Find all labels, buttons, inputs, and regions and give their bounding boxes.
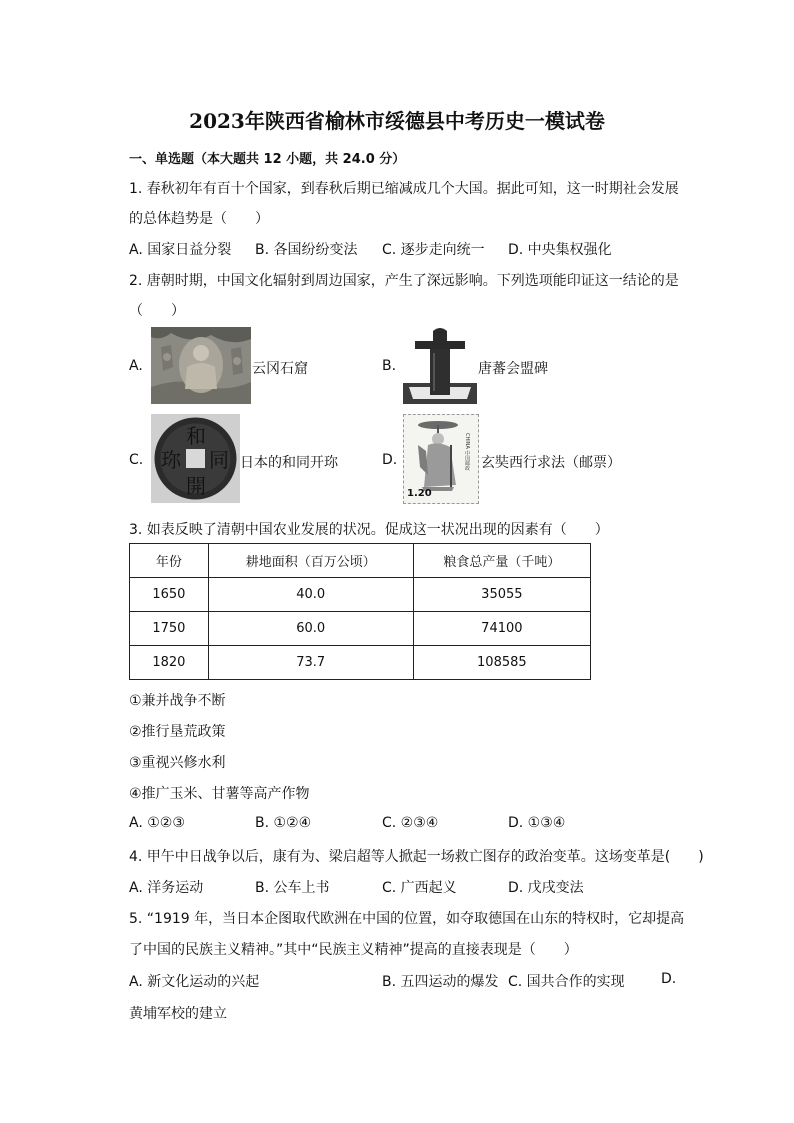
table-row xyxy=(130,612,591,646)
q5-option-a: A. 新文化运动的兴起 xyxy=(129,974,260,990)
xuanzang-stamp-image xyxy=(403,414,479,504)
table-row xyxy=(130,646,591,680)
q3-stem-line1: 3. 如表反映了清朝中国农业发展的状况。促成这一状况出现的因素有（ ） xyxy=(129,522,609,538)
q3-option-b: B. ①②④ xyxy=(255,815,312,831)
table-cell: 74100 xyxy=(413,612,590,646)
q2-stem-line1: 2. 唐朝时期，中国文化辐射到周边国家，产生了深远影响。下列选项能印证这一结论的是 xyxy=(129,273,679,289)
table-cell: 108585 xyxy=(413,646,590,680)
q5-option-d-text: 黄埔军校的建立 xyxy=(129,1006,227,1022)
table-row xyxy=(130,578,591,612)
table-cell: 1650 xyxy=(130,578,209,612)
stele-image xyxy=(403,327,477,404)
q1-stem-line1: 1. 春秋初年有百十个国家，到春秋后期已缩减成几个大国。据此可知，这一时期社会发展 xyxy=(129,181,679,197)
q3-item-1: ①兼并战争不断 xyxy=(129,693,226,709)
coin-char-right: 同 xyxy=(209,448,229,472)
q5-option-c: C. 国共合作的实现 xyxy=(508,974,625,990)
q1-option-d: D. 中央集权强化 xyxy=(508,242,612,258)
q2-option-d-letter: D. xyxy=(382,452,398,468)
agriculture-table xyxy=(129,543,591,680)
q2-option-d-caption: 玄奘西行求法（邮票） xyxy=(481,455,621,471)
q3-item-4: ④推广玉米、甘薯等高产作物 xyxy=(129,786,310,802)
table-cell: 60.0 xyxy=(208,612,413,646)
q5-stem-line2: 了中国的民族主义精神。”其中“民族主义精神”提高的直接表现是（ ） xyxy=(129,942,578,958)
q2-option-b-letter: B. xyxy=(382,358,397,374)
q3-item-2: ②推行垦荒政策 xyxy=(129,724,226,740)
table-cell: 73.7 xyxy=(208,646,413,680)
q4-option-a: A. 洋务运动 xyxy=(129,880,204,896)
q1-option-c: C. 逐步走向统一 xyxy=(382,242,485,258)
q4-stem-line1: 4. 甲午中日战争以后，康有为、梁启超等人掀起一场救亡图存的政治变革。这场变革是( ) xyxy=(129,849,704,865)
table-cell: 1750 xyxy=(130,612,209,646)
coin-char-bottom: 開 xyxy=(186,474,206,498)
q2-option-a-letter: A. xyxy=(129,358,143,374)
q2-option-c-caption: 日本的和同开珎 xyxy=(240,455,338,471)
q2-stem-line2: （ ） xyxy=(129,303,185,319)
table-header-row xyxy=(130,544,591,578)
q4-option-b: B. 公车上书 xyxy=(255,880,330,896)
yungang-grottoes-image xyxy=(151,327,251,404)
table-header-cell: 耕地面积（百万公顷） xyxy=(208,544,413,578)
q1-stem-line2: 的总体趋势是（ ） xyxy=(129,211,269,227)
table-header-cell: 粮食总产量（千吨） xyxy=(413,544,590,578)
wadokaiho-coin-image xyxy=(151,414,240,503)
q5-option-d: D. xyxy=(661,971,677,987)
q3-item-3: ③重视兴修水利 xyxy=(129,755,226,771)
q1-option-a: A. 国家日益分裂 xyxy=(129,242,232,258)
q1-option-b: B. 各国纷纷变法 xyxy=(255,242,358,258)
stamp-value: 1.20 xyxy=(407,488,432,499)
q2-option-b-caption: 唐蕃会盟碑 xyxy=(478,361,548,377)
q3-option-c: C. ②③④ xyxy=(382,815,439,831)
q5-stem-line1: 5. “1919 年，当日本企图取代欧洲在中国的位置，如夺取德国在山东的特权时，它却提高 xyxy=(129,911,685,927)
q4-option-c: C. 广西起义 xyxy=(382,880,457,896)
section-heading: 一、单选题（本大题共 12 小题，共 24.0 分） xyxy=(129,152,406,167)
table-cell: 35055 xyxy=(413,578,590,612)
stamp-country: CHINA 中国邮政 xyxy=(464,433,470,471)
q4-option-d: D. 戊戌变法 xyxy=(508,880,584,896)
q2-option-a-caption: 云冈石窟 xyxy=(252,361,308,377)
page-title: 2023年陕西省榆林市绥德县中考历史一模试卷 xyxy=(189,109,605,133)
table-cell: 40.0 xyxy=(208,578,413,612)
q2-option-c-letter: C. xyxy=(129,452,144,468)
coin-char-top: 和 xyxy=(186,424,206,448)
q3-option-a: A. ①②③ xyxy=(129,815,185,831)
q3-option-d: D. ①③④ xyxy=(508,815,566,831)
q5-option-b: B. 五四运动的爆发 xyxy=(382,974,499,990)
table-header-cell: 年份 xyxy=(130,544,209,578)
table-cell: 1820 xyxy=(130,646,209,680)
coin-char-left: 珎 xyxy=(161,448,181,472)
